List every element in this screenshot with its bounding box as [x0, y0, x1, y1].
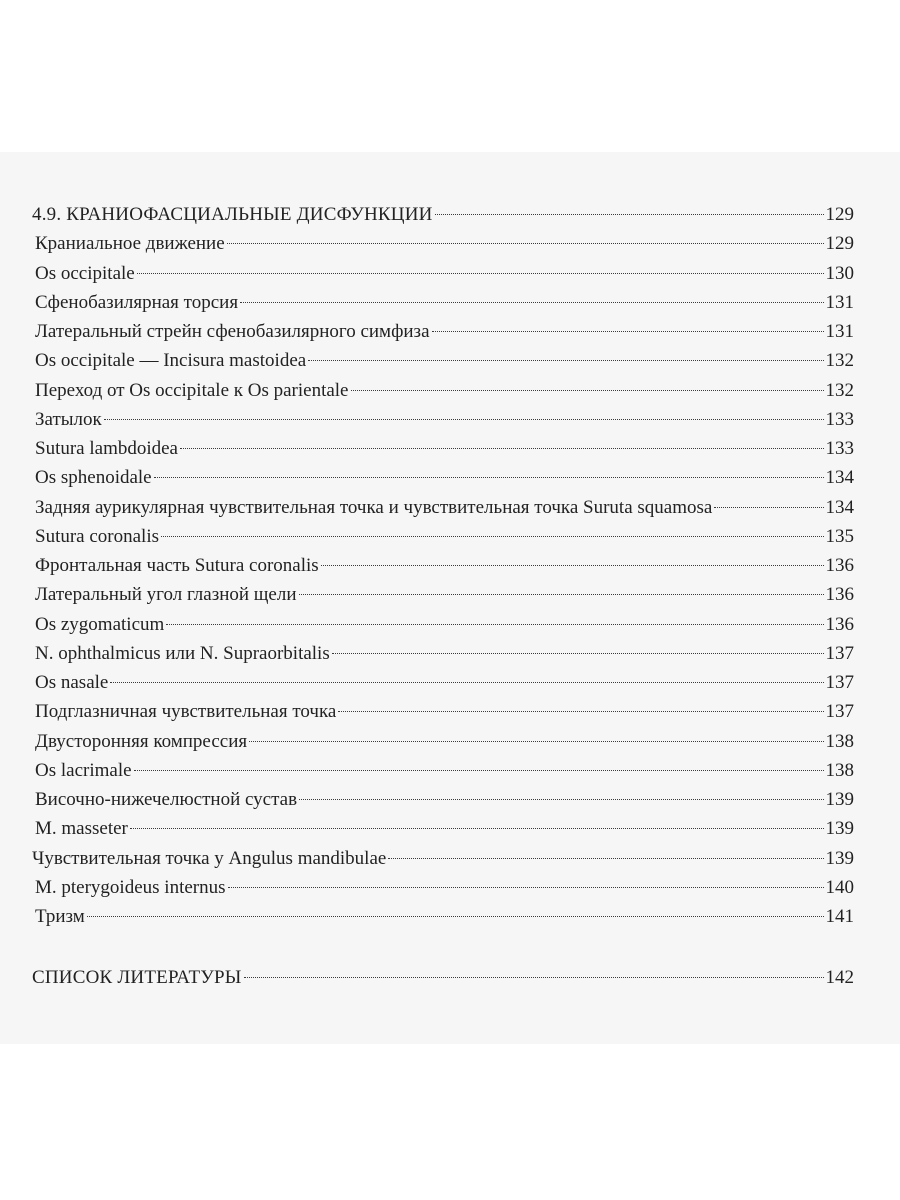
dot-leader [435, 214, 824, 215]
toc-page-number: 136 [825, 613, 854, 635]
toc-page-number: 133 [825, 408, 854, 430]
toc-entry[interactable] [32, 376, 854, 405]
toc-entry-title: Os occipitale [35, 262, 135, 284]
toc-entry[interactable] [32, 873, 854, 902]
dot-leader [180, 448, 824, 449]
toc-entry[interactable] [32, 229, 854, 258]
toc-page-number: 140 [825, 876, 854, 898]
toc-entry[interactable] [32, 756, 854, 785]
toc-entry[interactable] [32, 785, 854, 814]
toc-entry[interactable] [32, 639, 854, 668]
toc-page-number: 139 [825, 847, 854, 869]
toc-entry[interactable] [32, 346, 854, 375]
section-gap [32, 931, 854, 963]
dot-leader [351, 390, 824, 391]
toc-entry[interactable] [32, 902, 854, 931]
toc-entry[interactable] [32, 493, 854, 522]
toc-entry[interactable] [32, 434, 854, 463]
dot-leader [299, 799, 823, 800]
dot-leader [104, 419, 824, 420]
toc-entry-title: Os occipitale — Incisura mastoidea [35, 350, 307, 372]
toc-entry[interactable] [32, 288, 854, 317]
toc-page-number: 136 [825, 584, 854, 606]
dot-leader [308, 360, 823, 361]
toc-entry-title: Латеральный угол глазной щели [35, 584, 297, 606]
dot-leader [240, 302, 823, 303]
dot-leader [388, 858, 823, 859]
toc-entry[interactable] [32, 814, 854, 843]
toc-entry[interactable] [32, 522, 854, 551]
toc-entry[interactable] [32, 668, 854, 697]
toc-page-number: 129 [825, 204, 854, 225]
toc-entry[interactable] [32, 610, 854, 639]
toc-entry-title: M. masseter [35, 818, 128, 840]
dot-leader [227, 243, 824, 244]
dot-leader [134, 770, 824, 771]
toc-page-number: 129 [825, 233, 854, 255]
toc-entry[interactable] [32, 580, 854, 609]
dot-leader [321, 565, 824, 566]
toc-entry-title: Затылок [35, 408, 102, 430]
dot-leader [249, 741, 823, 742]
toc-entry-title: Чувствительная точка у Angulus mandibulae [32, 847, 387, 869]
book-page [0, 152, 900, 1044]
toc-page-number: 134 [825, 496, 854, 518]
toc-bibliography-title: СПИСОК ЛИТЕРАТУРЫ [32, 967, 242, 989]
toc-entries [32, 229, 854, 931]
dot-leader [299, 594, 824, 595]
toc-entry-title: Краниальное движение [35, 233, 225, 255]
dot-leader [130, 828, 824, 829]
toc-entry-title: N. ophthalmicus или N. Supraorbitalis [35, 642, 330, 664]
toc-bibliography[interactable] [32, 963, 854, 992]
table-of-contents [32, 200, 854, 993]
toc-entry[interactable] [32, 727, 854, 756]
dot-leader [332, 653, 824, 654]
dot-leader [154, 477, 824, 478]
toc-page-number: 141 [825, 906, 854, 927]
dot-leader [110, 682, 823, 683]
toc-page-number: 132 [825, 379, 854, 401]
toc-section-heading[interactable] [32, 200, 854, 229]
toc-page-number: 131 [825, 291, 854, 313]
toc-entry-title: Os zygomaticum [35, 613, 165, 635]
dot-leader [432, 331, 824, 332]
toc-page-number: 137 [825, 701, 854, 723]
dot-leader [87, 916, 824, 917]
toc-entry-title: Os sphenoidale [35, 467, 152, 489]
dot-leader [137, 273, 824, 274]
toc-entry[interactable] [32, 551, 854, 580]
toc-entry[interactable] [32, 844, 854, 873]
toc-page-number: 130 [825, 262, 854, 284]
toc-section-title: 4.9. КРАНИОФАСЦИАЛЬНЫЕ ДИСФУНКЦИИ [32, 204, 433, 225]
dot-leader [338, 711, 823, 712]
toc-entry[interactable] [32, 463, 854, 492]
toc-entry-title: Двусторонняя компрессия [35, 730, 248, 752]
toc-entry[interactable] [32, 405, 854, 434]
toc-page-number: 138 [825, 759, 854, 781]
toc-page-number: 131 [825, 321, 854, 342]
toc-entry-title: Sutura coronalis [35, 525, 160, 547]
toc-page-number: 136 [825, 555, 854, 576]
toc-entry-title: Переход от Os occipitale к Os parientale [35, 379, 349, 401]
dot-leader [166, 624, 823, 625]
toc-page-number: 142 [825, 967, 854, 989]
toc-page-number: 139 [825, 789, 854, 810]
toc-entry[interactable] [32, 697, 854, 726]
toc-entry-title: Sutura lambdoidea [35, 438, 178, 459]
toc-page-number: 137 [825, 672, 854, 693]
toc-entry-title: Os nasale [35, 672, 109, 693]
toc-entry-title: Задняя аурикулярная чувствительная точка и чувствительная точка Suruta squamosa [35, 496, 713, 518]
toc-page-number: 133 [825, 438, 854, 459]
toc-entry-title: Фронтальная часть Sutura coronalis [35, 555, 319, 576]
dot-leader [228, 887, 824, 888]
toc-entry-title: Височно-нижечелюстной сустав [35, 789, 298, 810]
toc-entry-title: Тризм [35, 906, 85, 927]
toc-entry-title: Сфенобазилярная торсия [35, 291, 239, 313]
toc-page-number: 134 [825, 467, 854, 489]
toc-entry-title: Латеральный стрейн сфенобазилярного симфиза [35, 321, 430, 342]
toc-entry[interactable] [32, 259, 854, 288]
dot-leader [714, 507, 823, 508]
toc-page-number: 137 [825, 642, 854, 664]
toc-page-number: 138 [825, 730, 854, 752]
toc-entry[interactable] [32, 317, 854, 346]
toc-entry-title: Os lacrimale [35, 759, 132, 781]
toc-page-number: 132 [825, 350, 854, 372]
toc-entry-title: M. pterygoideus internus [35, 876, 226, 898]
toc-page-number: 139 [825, 818, 854, 840]
toc-page-number: 135 [825, 525, 854, 547]
toc-entry-title: Подглазничная чувствительная точка [35, 701, 337, 723]
dot-leader [244, 977, 824, 978]
dot-leader [161, 536, 823, 537]
